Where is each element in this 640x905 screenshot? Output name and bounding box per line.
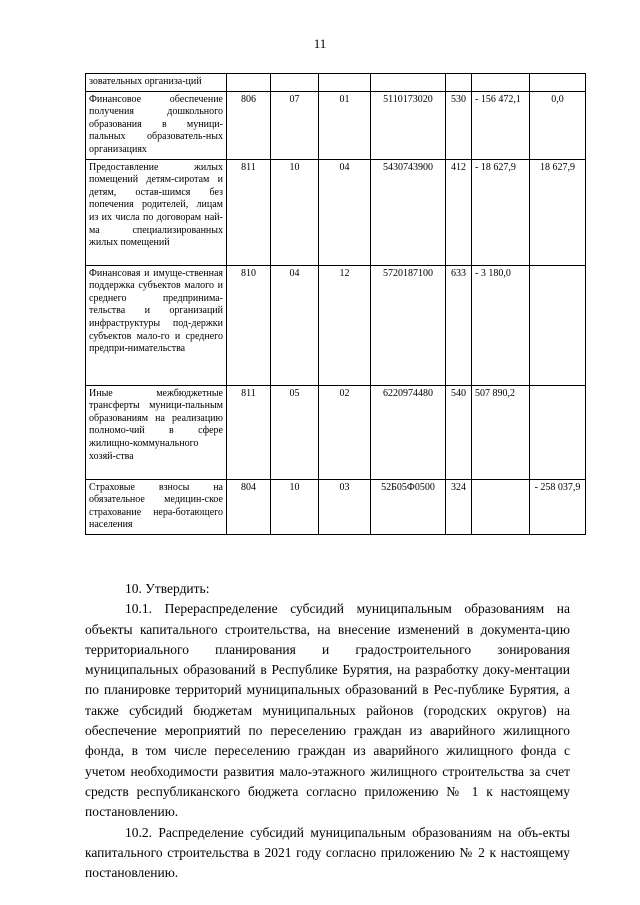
cell-expense-type: 540 xyxy=(446,385,472,479)
cell-amount-2: 0,0 xyxy=(530,91,586,159)
cell-name: Финансовая и имуще-ственная поддержка субъектов малого и среднего предпринима-тельства и организаций инфраструктуры под-держки субъектов мало-го и среднего предпри-нимательства xyxy=(86,265,227,385)
cell-amount-1: - 156 472,1 xyxy=(472,91,530,159)
table-row xyxy=(86,265,586,385)
cell-target-article: 52Б05Ф0500 xyxy=(371,479,446,534)
body-text xyxy=(85,579,570,883)
cell-section: 05 xyxy=(271,385,319,479)
table-row xyxy=(86,385,586,479)
paragraph-10-1: 10.1. Перераспределение субсидий муниципальным образованиям на объекты капитального строительства, на внесение изменений в документа-цию территориального планирования и градостроительного зонирования муниципальных образований в Республике Бурятия, на разработку доку-ментации по планировке территорий муниципальных образований в Рес-публике Бурятия, а также субсидий бюджетам муниципальных районов (городских округов) на обеспечение мероприятий по переселению граждан из аварийного жилищного фонда, в том числе переселению граждан из аварийного жилищного фонда с учетом необходимости развития мало-этажного жилищного строительства за счет средств республиканского бюджета согласно приложению № 1 к настоящему постановлению. xyxy=(85,601,570,820)
cell-name: зовательных организа-ций xyxy=(86,74,227,92)
cell-amount-1: 507 890,2 xyxy=(472,385,530,479)
page-number: 11 xyxy=(313,36,327,51)
cell-name: Иные межбюджетные трансферты муници-пальным образованиям на реализацию полномо-чий в сфере жилищно-коммунального хозяй-ства xyxy=(86,385,227,479)
cell-section xyxy=(271,74,319,92)
cell-subsection: 02 xyxy=(319,385,371,479)
cell-admin-code xyxy=(227,74,271,92)
cell-name: Предоставление жилых помещений детям-сиротам и детям, остав-шимся без попечения родителей, лицам из их числа по договорам най-ма специализированных жилых помещений xyxy=(86,159,227,265)
cell-name: Страховые взносы на обязательное медицин-ское страхование нера-ботающего населения xyxy=(86,479,227,534)
cell-target-article: 6220974480 xyxy=(371,385,446,479)
cell-name: Финансовое обеспечение получения дошкольного образования в муници-пальных образователь-ных организациях xyxy=(86,91,227,159)
cell-section: 10 xyxy=(271,479,319,534)
cell-admin-code: 804 xyxy=(227,479,271,534)
cell-amount-1 xyxy=(472,74,530,92)
table-row xyxy=(86,479,586,534)
cell-target-article xyxy=(371,74,446,92)
cell-target-article: 5110173020 xyxy=(371,91,446,159)
cell-expense-type: 412 xyxy=(446,159,472,265)
cell-admin-code: 811 xyxy=(227,159,271,265)
cell-section: 04 xyxy=(271,265,319,385)
cell-admin-code: 811 xyxy=(227,385,271,479)
cell-amount-2 xyxy=(530,385,586,479)
cell-amount-2 xyxy=(530,74,586,92)
cell-amount-2: 18 627,9 xyxy=(530,159,586,265)
cell-amount-1 xyxy=(472,479,530,534)
cell-section: 10 xyxy=(271,159,319,265)
cell-subsection: 12 xyxy=(319,265,371,385)
paragraph-10-2: 10.2. Распределение субсидий муниципальным образованиям на объ-екты капитального строительства в 2021 году согласно приложению № 2 к настоящему постановлению. xyxy=(85,824,570,881)
cell-admin-code: 806 xyxy=(227,91,271,159)
cell-expense-type: 633 xyxy=(446,265,472,385)
cell-admin-code: 810 xyxy=(227,265,271,385)
table-row xyxy=(86,74,586,92)
cell-target-article: 5430743900 xyxy=(371,159,446,265)
cell-subsection: 04 xyxy=(319,159,371,265)
cell-amount-2 xyxy=(530,265,586,385)
table-row xyxy=(86,91,586,159)
cell-expense-type: 324 xyxy=(446,479,472,534)
budget-table xyxy=(85,73,586,535)
cell-subsection: 01 xyxy=(319,91,371,159)
cell-section: 07 xyxy=(271,91,319,159)
cell-subsection: 03 xyxy=(319,479,371,534)
cell-target-article: 5720187100 xyxy=(371,265,446,385)
cell-expense-type: 530 xyxy=(446,91,472,159)
paragraph-approve: 10. Утвердить: xyxy=(125,581,210,596)
cell-amount-1: - 3 180,0 xyxy=(472,265,530,385)
cell-expense-type xyxy=(446,74,472,92)
cell-subsection xyxy=(319,74,371,92)
table-row xyxy=(86,159,586,265)
cell-amount-1: - 18 627,9 xyxy=(472,159,530,265)
cell-amount-2: - 258 037,9 xyxy=(530,479,586,534)
